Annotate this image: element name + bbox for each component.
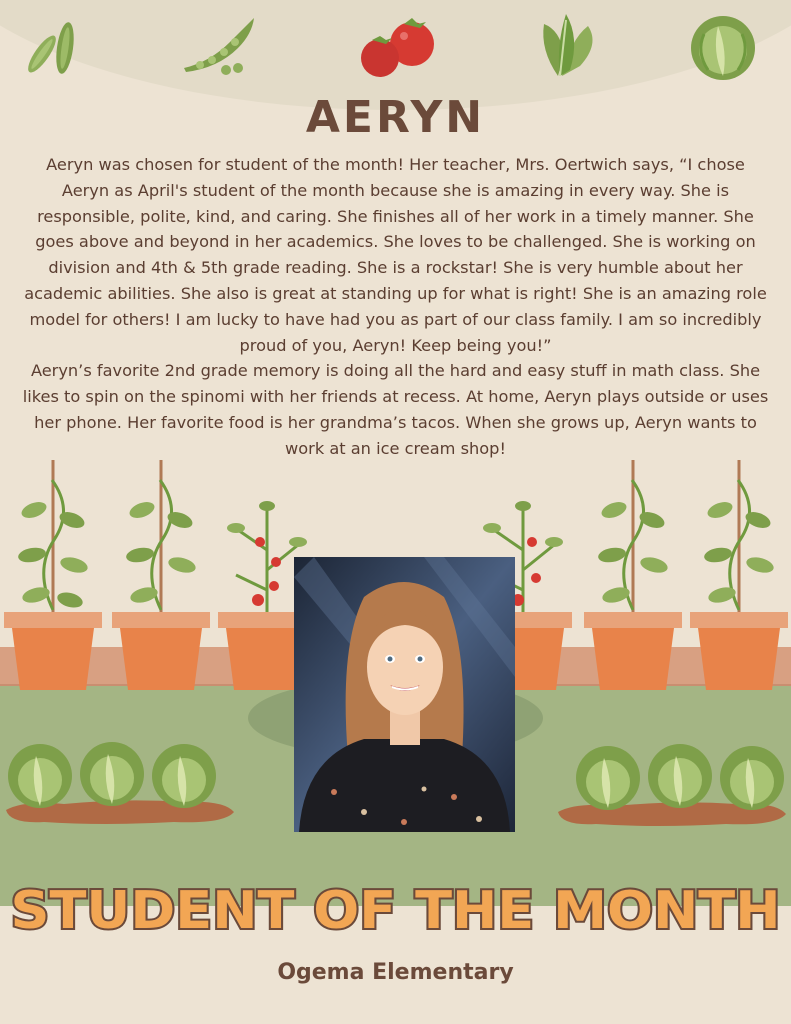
student-of-the-month-banner	[0, 872, 791, 944]
potted-bean-plant-icon	[4, 450, 102, 692]
cucumber-icon	[20, 14, 82, 80]
student-name-heading: AERYN	[305, 92, 486, 143]
favorites-paragraph: Aeryn’s favorite 2nd grade memory is doing all the hard and easy stuff in math class. She likes to spin on the spinomi with her friends at recess. At home, Aeryn plays outside or uses her phone. Her favorite food is her grandma’s tacos. When she grows up, Aeryn wants to work at an ice cream shop!	[22, 361, 769, 458]
lettuce-icon	[688, 12, 758, 82]
tomato-icon	[358, 14, 442, 80]
lettuce-row-icon	[556, 740, 788, 830]
student-story	[22, 152, 769, 462]
school-name: Ogema Elementary	[277, 960, 514, 985]
peas-icon	[180, 12, 260, 76]
potted-bean-plant-icon	[112, 450, 210, 692]
potted-bean-plant-icon	[584, 450, 682, 692]
banner-title: STUDENT OF THE MONTH	[10, 881, 781, 941]
spinach-icon	[530, 10, 606, 80]
lettuce-row-icon	[4, 738, 236, 828]
potted-bean-plant-icon	[690, 450, 788, 692]
student-photo	[294, 557, 515, 832]
teacher-quote-paragraph: Aeryn was chosen for student of the month! Her teacher, Mrs. Oertwich says, “I chose Aeryn as April's student of the month because she is amazing in every way. She is responsible, polite, kind, and caring. She finishes all of her work in a timely manner. She goes above and beyond in her academics. She loves to be challenged. She is working on division and 4th & 5th grade reading. She is a rockstar! She is very humble about her academic abilities. She also is great at standing up for what is right! She is an amazing role model for others! I am lucky to have had you as part of our class family. I am so incredibly proud of you, Aeryn! Keep being you!”	[24, 155, 767, 355]
